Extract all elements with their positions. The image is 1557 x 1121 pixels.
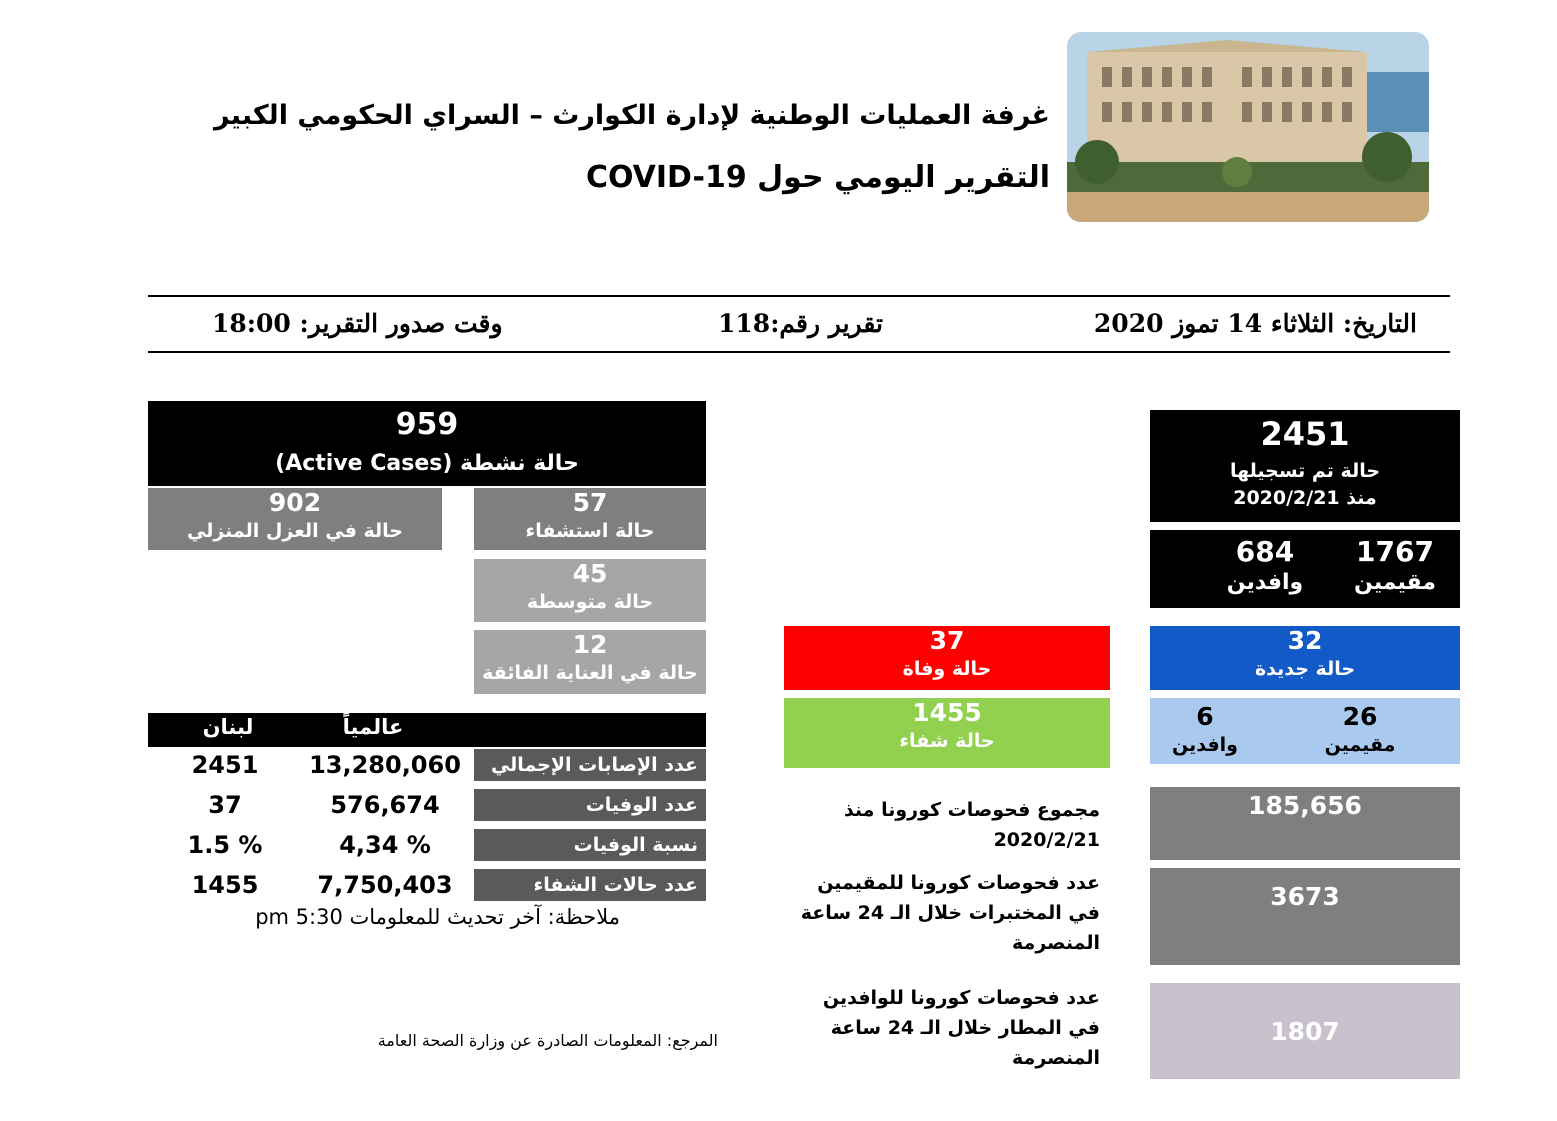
total-cases-since: منذ 2020/2/21	[1233, 487, 1377, 509]
comparison-header	[148, 713, 706, 747]
header-title: غرفة العمليات الوطنية لإدارة الكوارث – السراي الحكومي الكبير	[214, 100, 1050, 131]
new-cases-breakdown-box	[1150, 698, 1460, 764]
tests-total-box	[1150, 787, 1460, 860]
row-label-death-rate: نسبة الوفيات	[474, 829, 706, 861]
lebanon-total: 2451	[191, 751, 259, 779]
hospitalized-value: 57	[572, 488, 608, 517]
active-cases-label: حالة نشطة (Active Cases)	[275, 451, 579, 476]
new-cases-label: حالة جديدة	[1254, 658, 1356, 680]
new-cases-box	[1150, 626, 1460, 690]
arrivals-value: 684	[1235, 535, 1295, 568]
row-label-deaths: عدد الوفيات	[474, 789, 706, 821]
moderate-box	[474, 559, 706, 622]
residents-group	[1330, 534, 1460, 596]
lebanon-death-rate: 1.5 %	[187, 831, 263, 859]
recoveries-label: حالة شفاء	[899, 730, 995, 752]
active-cases-box	[148, 401, 706, 486]
update-note: ملاحظة: آخر تحديث للمعلومات 5:30 pm	[255, 905, 620, 929]
icu-label: حالة في العناية الفائقة	[482, 662, 698, 684]
report-date: التاريخ: الثلاثاء 14 تموز 2020	[1093, 309, 1417, 338]
row-label-recoveries: عدد حالات الشفاء	[474, 869, 706, 901]
home-isolation-value: 902	[268, 488, 322, 517]
deaths-box	[784, 626, 1110, 690]
recoveries-box	[784, 698, 1110, 768]
tests-labs-label: عدد فحوصات كورونا للمقيمين في المختبرات خلال الـ 24 ساعة المنصرمة	[800, 872, 1100, 954]
header-subtitle: التقرير اليومي حول COVID-19	[585, 160, 1050, 195]
new-arrivals-value: 6	[1196, 702, 1214, 731]
global-recoveries: 7,750,403	[317, 871, 453, 899]
icu-box	[474, 630, 706, 694]
new-cases-value: 32	[1287, 626, 1323, 655]
total-cases-value: 2451	[1260, 415, 1350, 453]
row-label-total: عدد الإصابات الإجمالي	[474, 749, 706, 781]
total-cases-label: حالة تم تسجيلها	[1229, 460, 1381, 482]
global-total: 13,280,060	[309, 751, 461, 779]
tests-airport-box	[1150, 983, 1460, 1079]
moderate-label: حالة متوسطة	[526, 591, 654, 613]
new-residents-value: 26	[1342, 702, 1378, 731]
arrivals-label: وافدين	[1226, 570, 1304, 595]
source-note: المرجع: المعلومات الصادرة عن وزارة الصحة العامة	[377, 1031, 718, 1050]
tests-airport-label: عدد فحوصات كورونا للوافدين في المطار خلال الـ 24 ساعة المنصرمة	[822, 987, 1100, 1069]
col-global: عالمياً	[342, 715, 404, 739]
tests-total-value: 185,656	[1248, 791, 1362, 820]
hospitalized-box	[474, 488, 706, 550]
deaths-label: حالة وفاة	[902, 658, 992, 680]
active-cases-value: 959	[395, 407, 459, 442]
grand-serail-photo	[1067, 32, 1429, 222]
tests-airport-value: 1807	[1270, 1017, 1340, 1046]
residents-label: مقيمين	[1354, 570, 1436, 595]
lebanon-recoveries: 1455	[191, 871, 259, 899]
total-cases-box	[1150, 410, 1460, 522]
global-deaths: 576,674	[330, 791, 440, 819]
tests-labs-box	[1150, 868, 1460, 965]
new-arrivals-group	[1150, 702, 1260, 758]
new-residents-group	[1290, 702, 1430, 758]
report-time: وقت صدور التقرير: 18:00	[212, 309, 503, 338]
icu-value: 12	[572, 630, 608, 659]
report-number: تقرير رقم:118	[718, 309, 883, 338]
tests-total-label: مجموع فحوصات كورونا منذ 2020/2/21	[843, 799, 1100, 851]
residents-arrivals-box	[1150, 530, 1460, 608]
top-rule	[148, 295, 1450, 297]
global-death-rate: 4,34 %	[339, 831, 431, 859]
residents-value: 1767	[1356, 535, 1434, 568]
new-residents-label: مقيمين	[1324, 734, 1396, 756]
lebanon-deaths: 37	[208, 791, 242, 819]
tests-labs-value: 3673	[1270, 882, 1340, 911]
hospitalized-label: حالة استشفاء	[525, 520, 655, 542]
bottom-rule	[148, 351, 1450, 353]
recoveries-value: 1455	[912, 698, 982, 727]
col-lebanon: لبنان	[202, 715, 254, 739]
home-isolation-box	[148, 488, 442, 550]
home-isolation-label: حالة في العزل المنزلي	[187, 520, 403, 542]
deaths-value: 37	[929, 626, 965, 655]
new-arrivals-label: وافدين	[1172, 734, 1238, 756]
moderate-value: 45	[572, 559, 608, 588]
